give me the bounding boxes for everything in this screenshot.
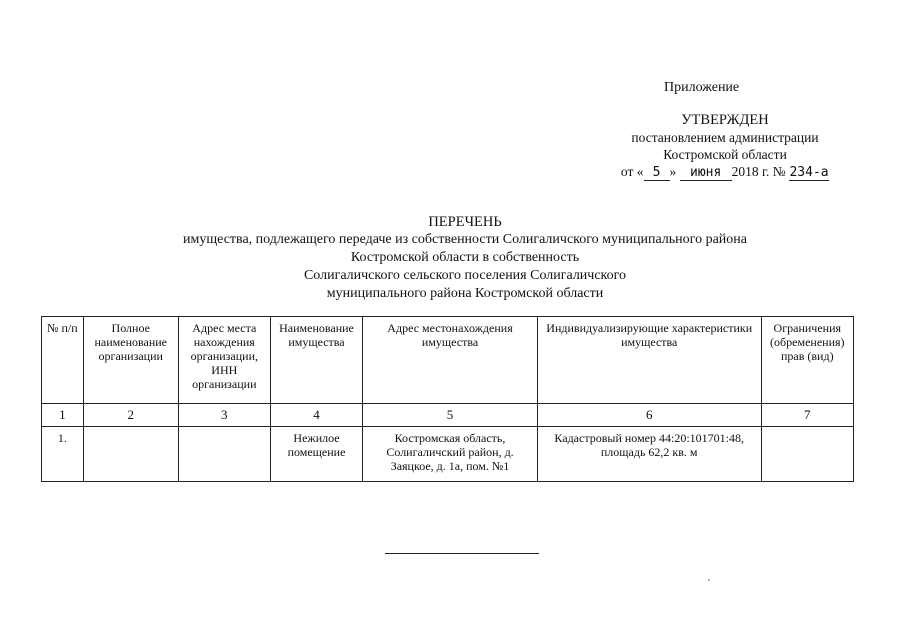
header-cell: Индивидуализирующие характеристики имущества (537, 317, 761, 404)
header-cell: Адрес местонахождения имущества (363, 317, 538, 404)
column-number: 4 (270, 404, 362, 427)
cell-organization (83, 427, 178, 482)
cell-organization-address (178, 427, 270, 482)
approval-date-line (621, 163, 829, 181)
header-cell: Адрес места нахождения организации, ИНН организации (178, 317, 270, 404)
footer-divider (385, 553, 539, 554)
date-year: 2018 г. № (731, 164, 786, 179)
column-number: 1 (42, 404, 84, 427)
cell-restrictions (761, 427, 853, 482)
subtitle-line-2: Костромской области в собственность (350, 250, 580, 265)
cell-property-name: Нежилое помещение (270, 427, 362, 482)
column-number-row (42, 404, 854, 427)
column-number: 5 (363, 404, 538, 427)
subtitle-line-3: Солигаличского сельского поселения Солигаличского (303, 268, 627, 283)
column-number: 3 (178, 404, 270, 427)
column-number: 6 (537, 404, 761, 427)
table-row (42, 427, 854, 482)
header-cell: Ограничения (обременения) прав (вид) (761, 317, 853, 404)
cell-property-address: Костромская область, Солигаличский район, д. Заяцкое, д. 1а, пом. №1 (363, 427, 538, 482)
header-cell: № п/п (42, 317, 84, 404)
approval-title: УТВЕРЖДЕН (681, 112, 769, 128)
cell-characteristics: Кадастровый номер 44:20:101701:48, площадь 62,2 кв. м (537, 427, 761, 482)
scan-speck (708, 579, 710, 581)
document-title: ПЕРЕЧЕНЬ (428, 214, 502, 230)
header-cell: Полное наименование организации (83, 317, 178, 404)
header-cell: Наименование имущества (270, 317, 362, 404)
document-number: 234-а (789, 165, 829, 180)
column-number: 7 (761, 404, 853, 427)
date-day: 5 (644, 166, 670, 181)
approval-stamp (600, 112, 850, 181)
column-number: 2 (83, 404, 178, 427)
date-separator: » (669, 164, 677, 179)
subtitle-line-4: муниципального района Костромской области (326, 286, 604, 301)
cell-index: 1. (42, 427, 84, 482)
appendix-label: Приложение (664, 80, 740, 95)
property-table (41, 316, 854, 482)
document-heading (120, 213, 810, 303)
date-month: июня (680, 166, 732, 181)
table-header-row (42, 317, 854, 404)
approval-line-1: постановлением администрации (631, 130, 819, 145)
date-prefix: от « (620, 164, 644, 179)
subtitle-line-1: имущества, подлежащего передаче из собственности Солигаличского муниципального района (183, 232, 747, 247)
approval-line-2: Костромской области (663, 147, 787, 162)
